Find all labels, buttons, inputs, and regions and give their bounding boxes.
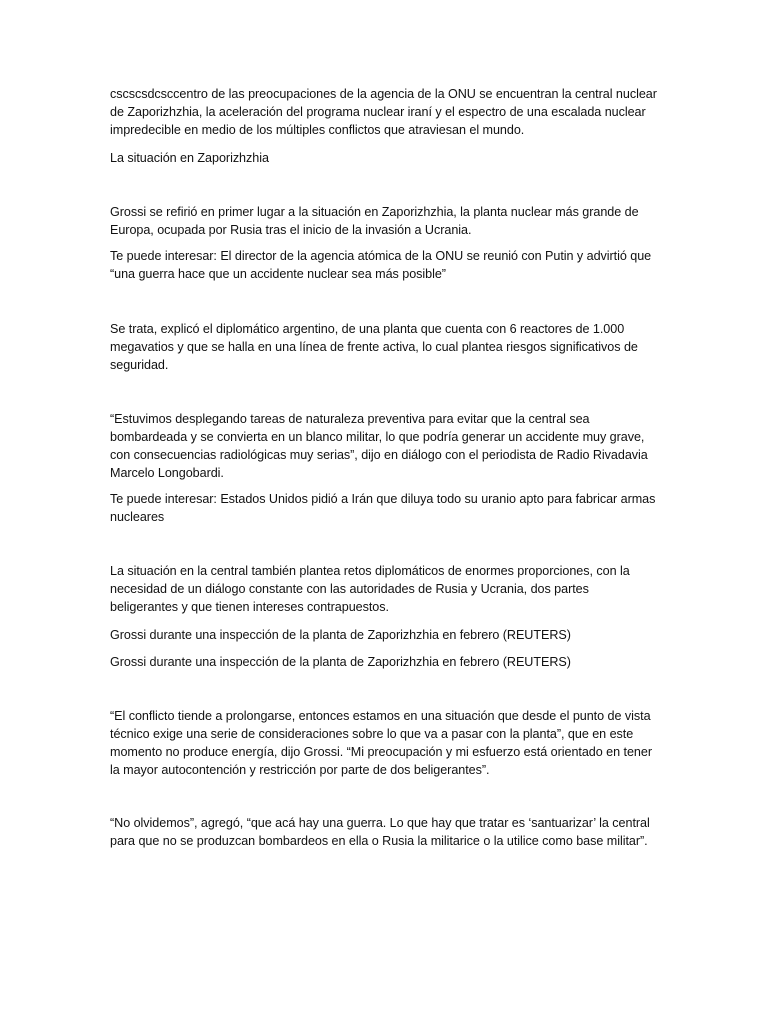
related-link-iran: Te puede interesar: Estados Unidos pidió a Irán que diluya todo su uranio apto para fabricar armas nucleares bbox=[110, 492, 656, 524]
photo-caption: Grossi durante una inspección de la planta de Zaporizhzhia en febrero (REUTERS) bbox=[110, 628, 571, 642]
photo-caption-repeat: Grossi durante una inspección de la planta de Zaporizhzhia en febrero (REUTERS) bbox=[110, 655, 571, 669]
section-heading: La situación en Zaporizhzhia bbox=[110, 151, 269, 165]
paragraph-quote-preventive: “Estuvimos desplegando tareas de naturaleza preventiva para evitar que la central sea bombardeada y se convierta en un blanco militar, lo que podría generar un accidente muy grave, con consecuencias radiológicas muy serias”, dijo en diálogo con el periodista de Radio Rivadavia Marcelo Longobardi. bbox=[110, 412, 648, 480]
paragraph-diplomatic: La situación en la central también plantea retos diplomáticos de enormes proporciones, con la necesidad de un diálogo constante con las autoridades de Rusia y Ucrania, dos partes beligerantes y que tienen intereses contrapuestos. bbox=[110, 564, 630, 614]
paragraph-grossi-situation: Grossi se refirió en primer lugar a la situación en Zaporizhzhia, la planta nuclear más grande de Europa, ocupada por Rusia tras el inicio de la invasión a Ucrania. bbox=[110, 205, 639, 237]
paragraph-quote-war: “No olvidemos”, agregó, “que acá hay una guerra. Lo que hay que tratar es ‘santuarizar’ la central para que no se produzcan bombardeos en ella o Rusia la militarice o la utilice como base militar”. bbox=[110, 816, 650, 848]
paragraph-reactors: Se trata, explicó el diplomático argentino, de una planta que cuenta con 6 reactores de 1.000 megavatios y que se halla en una línea de frente activa, lo cual plantea riesgos significativos de seguridad. bbox=[110, 322, 638, 372]
paragraph-quote-conflict: “El conflicto tiende a prolongarse, entonces estamos en una situación que desde el punto de vista técnico exige una serie de consideraciones sobre lo que va a pasar con la planta”, que en este momento no produce energía, dijo Grossi. “Mi preocupación y mi esfuerzo está orientado en tener la mayor autocontención y restricción por parte de dos beligerantes”. bbox=[110, 709, 652, 777]
related-link-putin: Te puede interesar: El director de la agencia atómica de la ONU se reunió con Putin y advirtió que “una guerra hace que un accidente nuclear sea más posible” bbox=[110, 249, 652, 281]
paragraph-intro: cscscsdcsccentro de las preocupaciones de la agencia de la ONU se encuentran la central nuclear de Zaporizhzhia, la aceleración del programa nuclear iraní y el espectro de una escalada nuclear impredecible en medio de los múltiples conflictos que atraviesan el mundo. bbox=[110, 87, 657, 137]
